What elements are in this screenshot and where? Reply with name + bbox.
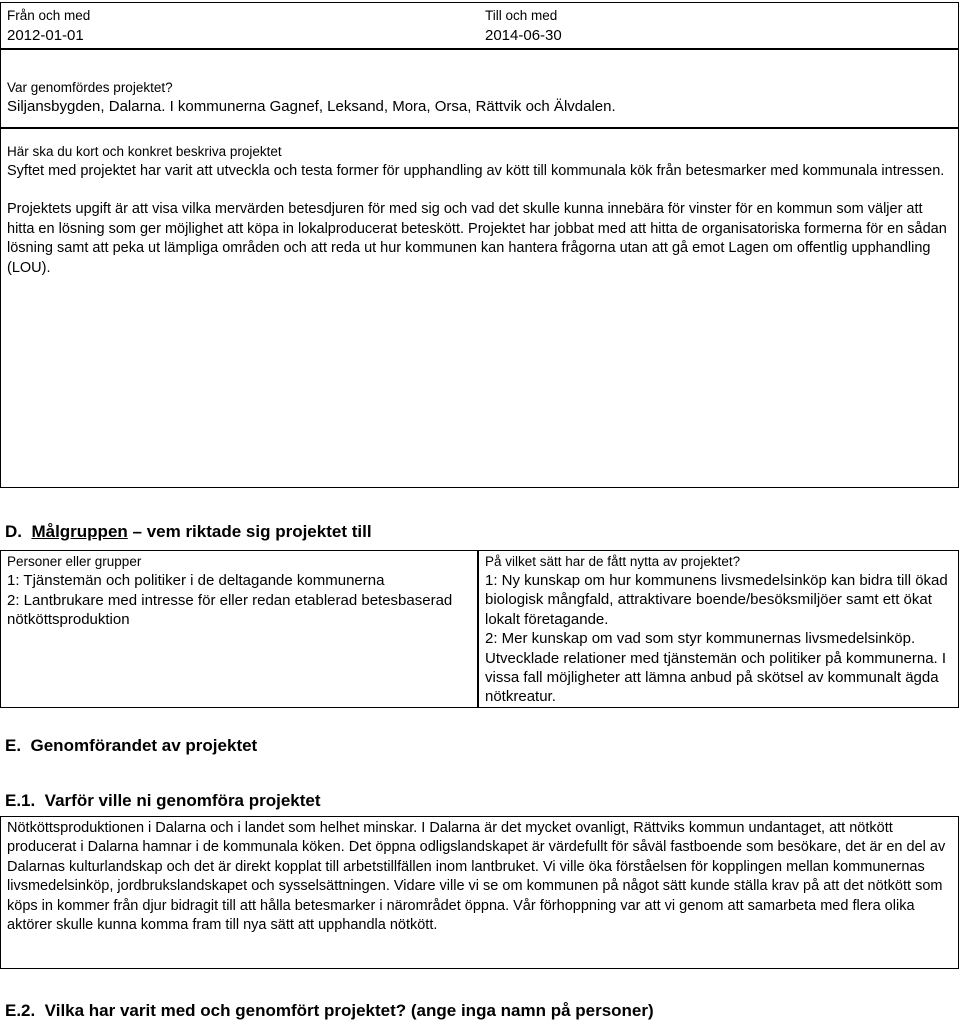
target-groups-box	[0, 550, 478, 708]
to-date-label: Till och med	[485, 8, 558, 23]
description-label: Här ska du kort och konkret beskriva projektet	[7, 144, 282, 159]
location-value: Siljansbygden, Dalarna. I kommunerna Gagnef, Leksand, Mora, Orsa, Rättvik och Älvdalen.	[7, 98, 616, 115]
description-text	[7, 162, 949, 278]
section-e1-heading: E.1. Varför ville ni genomföra projektet	[5, 791, 321, 810]
target-group-line: 2: Lantbrukare med intresse för eller redan etablerad betesbaserad nötköttsproduktion	[7, 591, 453, 628]
dates-box	[0, 2, 959, 49]
e1-text-box	[0, 816, 959, 969]
location-box	[0, 49, 959, 128]
benefit-line: 2: Mer kunskap om vad som styr kommunernas livsmedelsinköp. Utvecklade relationer med tjänstemän och politiker på kommunerna. I vissa fall möjligheter att lämna anbud på skötsel av kommunalt ägda nötkreatur.	[485, 630, 947, 706]
benefit-label: På vilket sätt har de fått nytta av projektet?	[485, 554, 741, 569]
target-groups-label: Personer eller grupper	[7, 554, 142, 569]
description-paragraph-2: Projektets upgift är att visa vilka mervärden betesdjuren för med sig och vad det skulle kunna innebära för vinster för en kommun som väljer att hitta en lösning som ger möjlighet att köpa in lokalproducerat beteskött. Projektet har jobbat med att hitta de organisatoriska formerna för en sådan lösning samt att peka ut lämpliga områden och att reda ut hur kommunen kan hantera frågorna utan att gå emot Lagen om offentlig upphandling (LOU).	[7, 201, 947, 276]
section-d-rest: – vem riktade sig projektet till	[127, 522, 372, 541]
section-e-heading: E. Genomförandet av projektet	[5, 736, 258, 755]
e1-text: Nötköttsproduktionen i Dalarna och i landet som helhet minskar. I Dalarna är det mycket ovanligt, Rättviks kommun undantaget, att nötkött producerat i Dalarna hamnar i de kommunala köken. Det öppna odligslandskapet är värdefullt för såväl fastboende som besökare, det är en del av Dalarnas kulturlandskap och det är direkt kopplat till arbetstillfällen inom lantbruket. Vi ville öka förståelsen för kopplingen mellan kommunernas livsmedelsinköp, jordbrukslandskapet och sysselsättningen. Vidare ville vi se om kommunen på något sätt kunde ställa krav på att det nötkött som köps in kommer från djur bidragit till att hålla betesmarker i närområdet öppna. Vår förhoppning var att vi genom att samarbeta med flera olika aktörer skulle kunna komma fram till nya sätt att upphandla nötkött.	[7, 820, 946, 934]
section-e2-heading: E.2. Vilka har varit med och genomfört projektet? (ange inga namn på personer)	[5, 1001, 654, 1020]
target-groups-value	[7, 571, 469, 630]
benefit-box	[478, 550, 959, 708]
location-label: Var genomfördes projektet?	[7, 80, 173, 95]
to-date-value: 2014-06-30	[485, 27, 562, 44]
description-paragraph-1: Syftet med projektet har varit att utveckla och testa former för upphandling av kött till kommunala kök från betesmarker med kommunala intressen.	[7, 163, 945, 179]
section-d-heading	[5, 522, 372, 542]
benefit-value	[485, 571, 955, 707]
target-group-line: 1: Tjänstemän och politiker i de deltagande kommunerna	[7, 572, 385, 589]
benefit-line: 1: Ny kunskap om hur kommunens livsmedelsinköp kan bidra till ökad biologisk mångfald, attraktivare boende/besöksmiljöer samt ett ökat lokalt företagande.	[485, 572, 948, 628]
from-date-label: Från och med	[7, 8, 91, 23]
section-d-prefix: D.	[5, 522, 22, 541]
section-d-main: Målgruppen	[31, 522, 128, 541]
description-box	[0, 128, 959, 488]
from-date-value: 2012-01-01	[7, 27, 84, 44]
